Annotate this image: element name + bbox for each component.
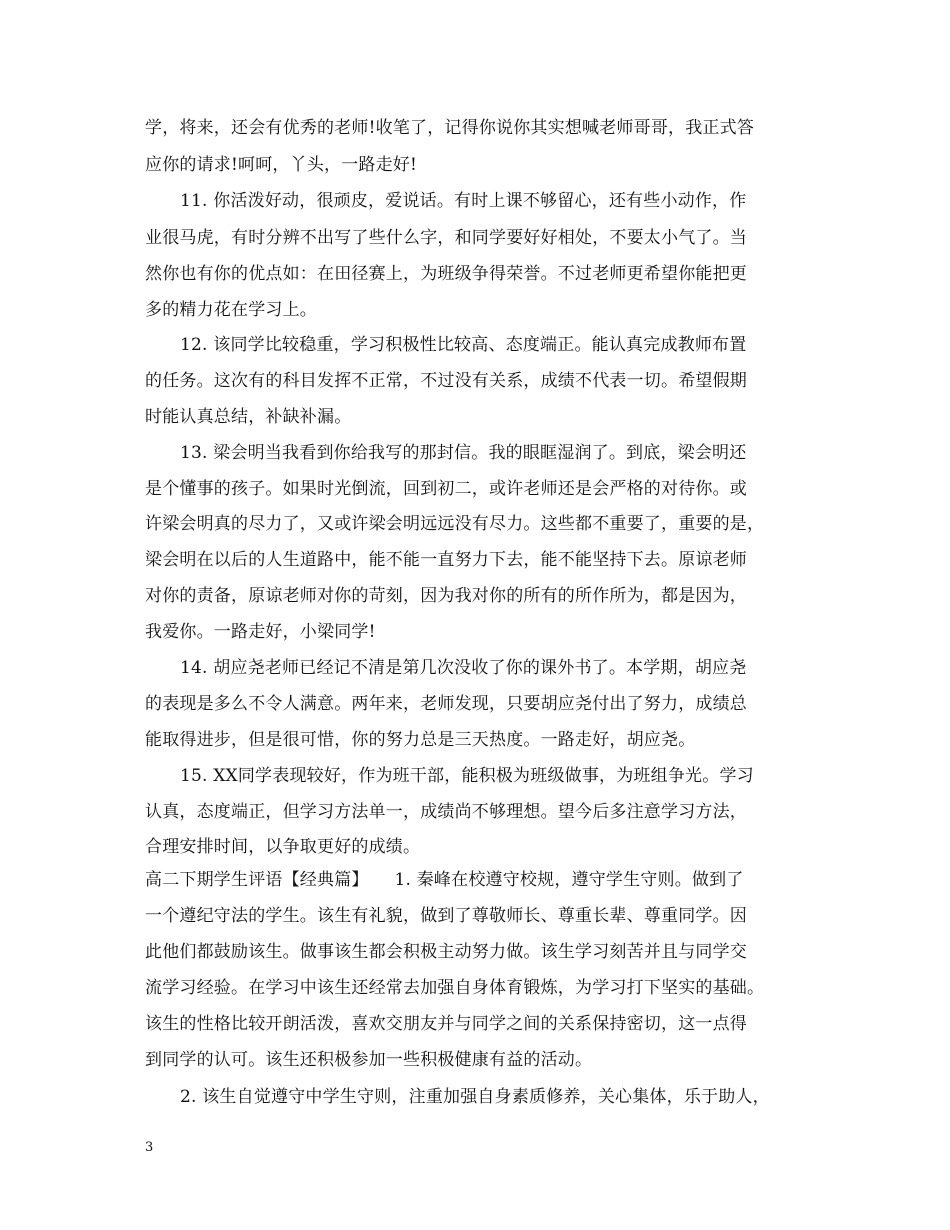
text-line: 对你的责备，原谅老师对你的苛刻，因为我对你的所有的所作所为，都是因为， <box>145 586 747 606</box>
text-line: 流学习经验。在学习中该生还经常去加强自身体育锻炼，为学习打下坚实的基础。 <box>145 978 765 998</box>
page-number: 3 <box>145 1140 154 1155</box>
text-line: 认真，态度端正，但学习方法单一，成绩尚不够理想。望今后多注意学习方法， <box>145 802 747 822</box>
text-line: 11. 你活泼好动，很顽皮，爱说话。有时上课不够留心，还有些小动作，作 <box>180 191 747 211</box>
text-line: 应你的请求!呵呵，丫头，一路走好! <box>145 155 418 175</box>
text-line: 2. 该生自觉遵守中学生守则，注重加强自身素质修养，关心集体，乐于助人， <box>180 1087 770 1107</box>
text-line: 业很马虎，有时分辨不出写了些什么字，和同学要好好相处，不要太小气了。当 <box>145 228 747 248</box>
text-line: 时能认真总结，补缺补漏。 <box>145 407 352 427</box>
text-line: 此他们都鼓励该生。做事该生都会积极主动努力做。该生学习刻苦并且与同学交 <box>145 942 747 962</box>
text-line: 一个遵纪守法的学生。该生有礼貌，做到了尊敬师长、尊重长辈、尊重同学。因 <box>145 906 747 926</box>
text-line: 合理安排时间，以争取更好的成绩。 <box>145 837 421 857</box>
text-line: 我爱你。一路走好，小梁同学! <box>145 622 376 642</box>
text-line: 许梁会明真的尽力了，又或许梁会明远远没有尽力。这些都不重要了，重要的是， <box>145 514 765 534</box>
text-line: 高二下期学生评语【经典篇】 1. 秦峰在校遵守校规，遵守学生守则。做到了 <box>145 870 744 890</box>
text-line: 该生的性格比较开朗活泼，喜欢交朋友并与同学之间的关系保持密切，这一点得 <box>145 1014 747 1034</box>
text-line: 的表现是多么不令人满意。两年来，老师发现，只要胡应尧付出了努力，成绩总 <box>145 694 747 714</box>
text-line: 多的精力花在学习上。 <box>145 300 317 320</box>
text-line: 是个懂事的孩子。如果时光倒流，回到初二，或许老师还是会严格的对待你。或 <box>145 479 747 499</box>
text-line: 到同学的认可。该生还积极参加一些积极健康有益的活动。 <box>145 1050 593 1070</box>
text-line: 15. XX同学表现较好，作为班干部，能积极为班级做事，为班组争光。学习 <box>180 766 754 786</box>
text-line: 能取得进步，但是很可惜，你的努力总是三天热度。一路走好，胡应尧。 <box>145 730 696 750</box>
text-line: 13. 梁会明当我看到你给我写的那封信。我的眼眶湿润了。到底，梁会明还 <box>180 443 747 463</box>
text-line: 12. 该同学比较稳重，学习积极性比较高、态度端正。能认真完成教师布置 <box>180 335 747 355</box>
text-line: 梁会明在以后的人生道路中，能不能一直努力下去，能不能坚持下去。原谅老师 <box>145 550 747 570</box>
text-line: 14. 胡应尧老师已经记不清是第几次没收了你的课外书了。本学期，胡应尧 <box>180 658 747 678</box>
text-line: 的任务。这次有的科目发挥不正常，不过没有关系，成绩不代表一切。希望假期 <box>145 371 747 391</box>
text-line: 然你也有你的优点如：在田径赛上，为班级争得荣誉。不过老师更希望你能把更 <box>145 264 747 284</box>
text-line: 学，将来，还会有优秀的老师!收笔了，记得你说你其实想喊老师哥哥，我正式答 <box>145 118 755 138</box>
